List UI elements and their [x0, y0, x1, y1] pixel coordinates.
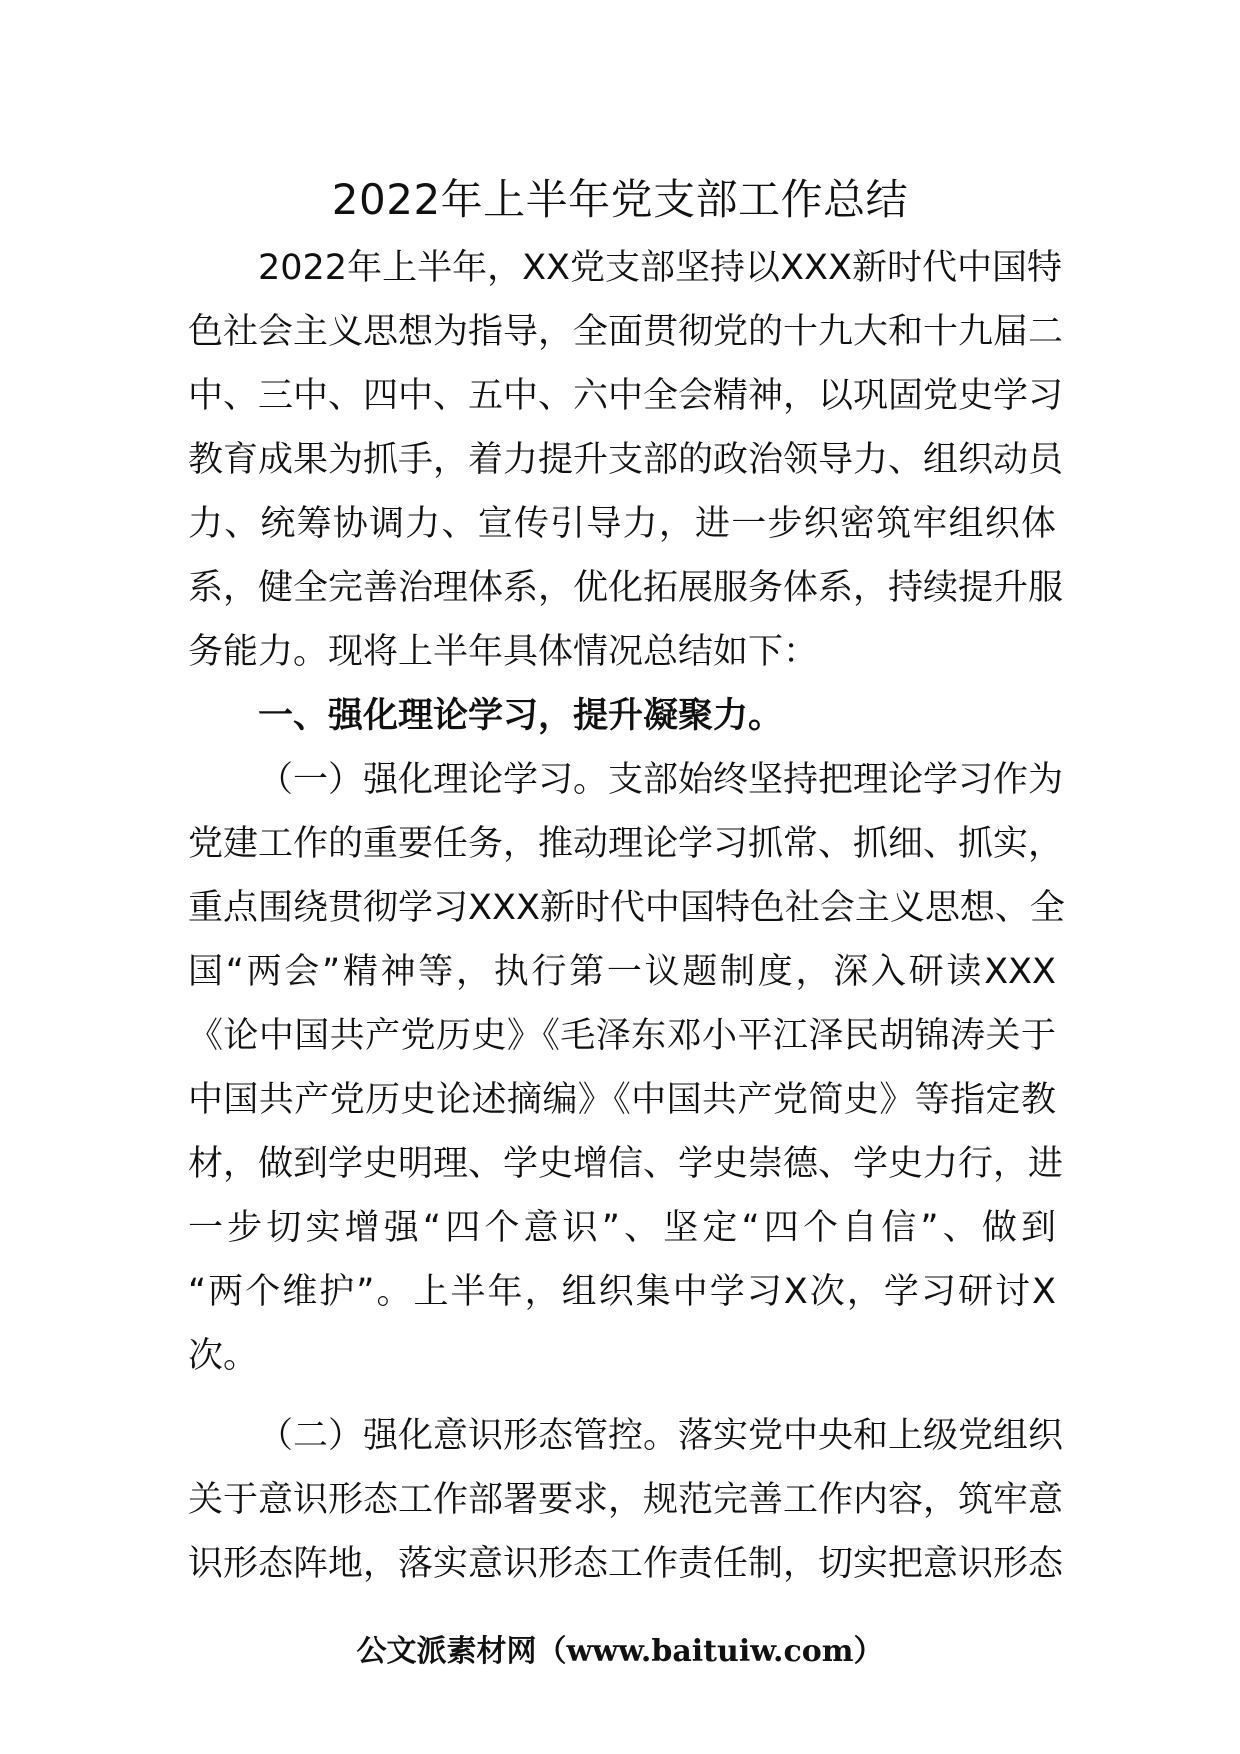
- paragraph-line: 国“两会”精神等，执行第一议题制度，深入研读XXX: [188, 952, 1056, 992]
- subsection-2-paragraph: [188, 1404, 1064, 1596]
- paragraph-line: 《论中国共产党历史》《毛泽东邓小平江泽民胡锦涛关于: [188, 1016, 1056, 1056]
- paragraph-line: 次。: [188, 1336, 259, 1376]
- intro-paragraph: [188, 236, 1064, 684]
- subsection-1-paragraph: [188, 748, 1065, 1388]
- paragraph-line: 务能力。现将上半年具体情况总结如下：: [188, 632, 819, 672]
- paragraph-line: “两个维护”。上半年，组织集中学习X次，学习研讨X: [188, 1272, 1056, 1312]
- paragraph-line: 关于意识形态工作部署要求，规范完善工作内容，筑牢意: [188, 1480, 1064, 1520]
- paragraph-gap: [188, 1388, 1056, 1404]
- paragraph-line: 中国共产党历史论述摘编》《中国共产党简史》等指定教: [188, 1080, 1056, 1120]
- paragraph-line: 一步切实增强“四个意识”、坚定“四个自信”、做到: [188, 1208, 1056, 1248]
- paragraph-line: （二）强化意识形态管控。落实党中央和上级党组织: [258, 1416, 1064, 1456]
- paragraph-line: 重点围绕贯彻学习XXX新时代中国特色社会主义思想、全: [188, 888, 1065, 928]
- paragraph-line: 党建工作的重要任务，推动理论学习抓常、抓细、抓实，: [188, 824, 1064, 864]
- paragraph-line: （一）强化理论学习。支部始终坚持把理论学习作为: [258, 760, 1064, 800]
- paragraph-line: 色社会主义思想为指导，全面贯彻党的十九大和十九届二: [188, 312, 1064, 352]
- paragraph-line: 材，做到学史明理、学史增信、学史崇德、学史力行，进: [188, 1144, 1064, 1184]
- paragraph-line: 识形态阵地，落实意识形态工作责任制，切实把意识形态: [188, 1544, 1064, 1584]
- paragraph-line: 2022年上半年，XX党支部坚持以XXX新时代中国特: [258, 248, 1062, 288]
- document-body: [188, 236, 1065, 1596]
- footer-watermark: 公文派素材网（www.baituiw.com）: [356, 1634, 884, 1669]
- document-title: 2022年上半年党支部工作总结: [331, 175, 909, 224]
- paragraph-line: 中、三中、四中、五中、六中全会精神，以巩固党史学习: [188, 376, 1064, 416]
- section-heading: 一、强化理论学习，提升凝聚力。: [258, 696, 784, 736]
- paragraph-line: 教育成果为抓手，着力提升支部的政治领导力、组织动员: [188, 440, 1064, 480]
- paragraph-line: 系，健全完善治理体系，优化拓展服务体系，持续提升服: [188, 568, 1064, 608]
- paragraph-line: 力、统筹协调力、宣传引导力，进一步织密筑牢组织体: [188, 504, 1056, 544]
